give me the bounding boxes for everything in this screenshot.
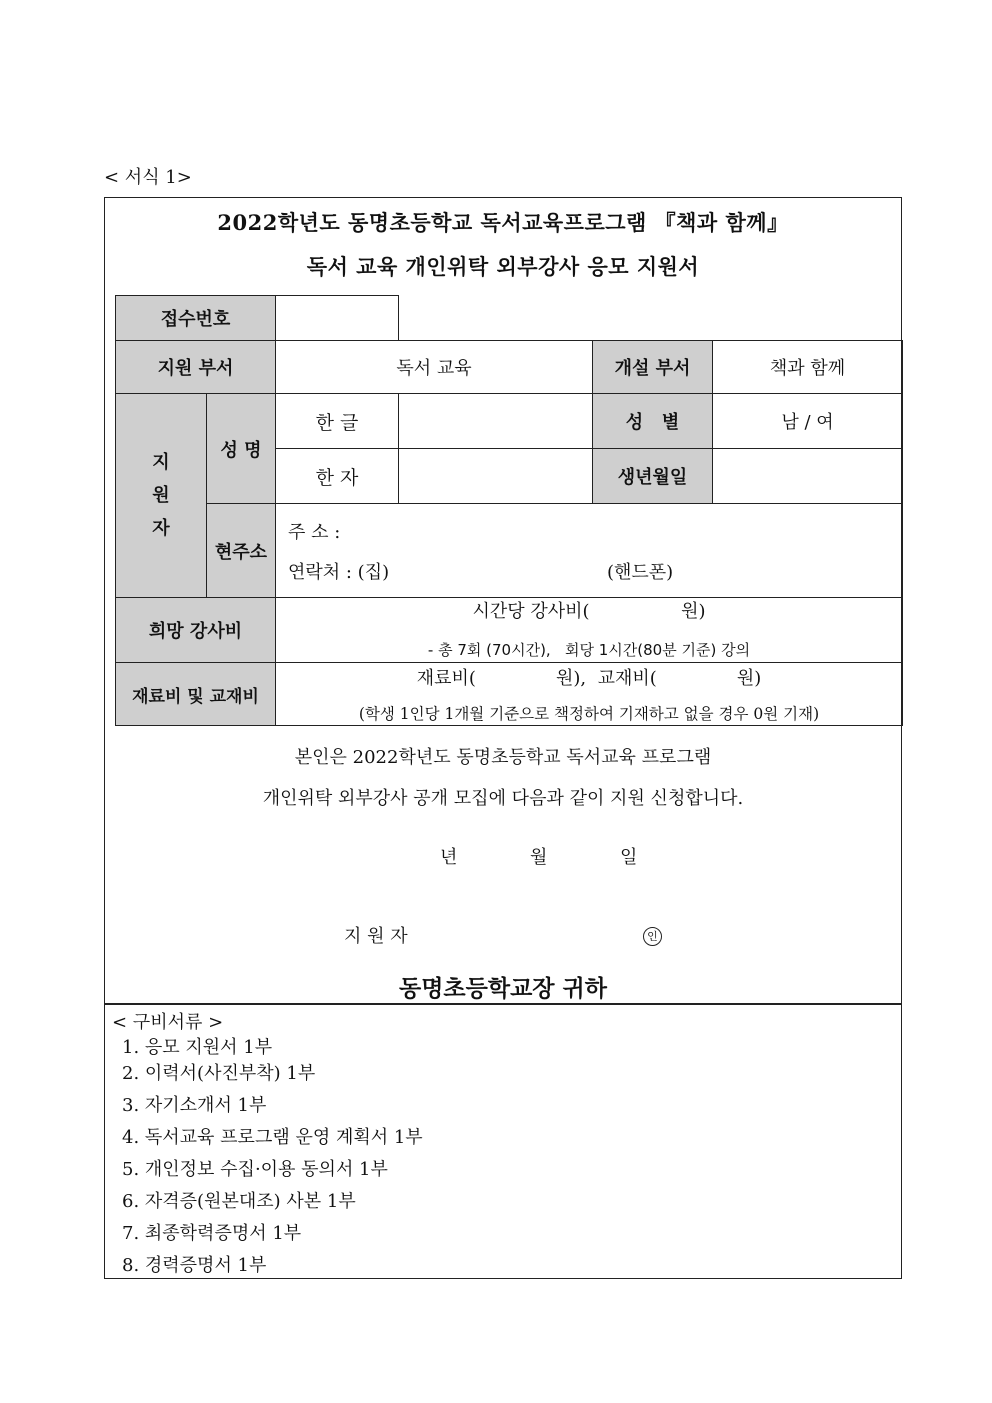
receipt-number-label: 접수번호 — [115, 295, 276, 341]
fee-line1: 시간당 강사비( 원) — [472, 601, 706, 622]
document-item: 7. 최종학력증명서 1부 — [122, 1223, 302, 1244]
declaration-line2: 개인위탁 외부강사 공개 모집에 다음과 같이 지원 신청합니다. — [262, 788, 744, 809]
birth-field[interactable] — [712, 448, 903, 504]
addressee: 동명초등학교장 귀하 — [399, 975, 607, 1002]
documents-header: < 구비서류 > — [112, 1012, 224, 1033]
form-subtitle: 독서 교육 개인위탁 외부강사 응모 지원서 — [306, 254, 700, 279]
seal-mark[interactable] — [643, 925, 662, 946]
date-day: 일 — [620, 847, 638, 868]
contact-mobile: (핸드폰) — [607, 562, 674, 583]
document-item: 6. 자격증(원본대조) 사본 1부 — [122, 1191, 356, 1212]
open-dept-value: 책과 함께 — [712, 340, 903, 394]
name-label: 성 명 — [206, 393, 276, 504]
gender-value[interactable]: 남 / 여 — [712, 393, 903, 449]
applicant-char-2: 원 — [152, 485, 170, 506]
birth-label: 생년월일 — [592, 448, 713, 504]
fee-line2: - 총 7회 (70시간), 회당 1시간(80분 기준) 강의 — [427, 641, 751, 659]
hanja-name-field[interactable] — [398, 448, 593, 504]
hanja-label: 한 자 — [275, 448, 399, 504]
applicant-label — [115, 393, 207, 598]
form-title: 2022학년도 동명초등학교 독서교육프로그램 『책과 함께』 — [217, 210, 789, 235]
applicant-char-3: 자 — [152, 518, 170, 539]
document-item: 2. 이력서(사진부착) 1부 — [122, 1063, 316, 1084]
address-line: 주 소 : — [288, 522, 341, 543]
applicant-char-1: 지 — [152, 452, 170, 473]
hangul-label: 한 글 — [275, 393, 399, 449]
declaration-line1: 본인은 2022학년도 동명초등학교 독서교육 프로그램 — [294, 747, 712, 768]
apply-dept-label: 지원 부서 — [115, 340, 276, 394]
material-label: 재료비 및 교재비 — [115, 662, 276, 726]
seal-icon: 인 — [643, 927, 662, 946]
section-divider — [104, 1003, 902, 1005]
address-label: 현주소 — [206, 503, 276, 598]
open-dept-label: 개설 부서 — [592, 340, 713, 394]
gender-label: 성 별 — [592, 393, 713, 449]
fee-label: 희망 강사비 — [115, 597, 276, 663]
material-line2: (학생 1인당 1개월 기준으로 책정하여 기재하고 없을 경우 0원 기재) — [358, 705, 820, 723]
date-year: 년 — [440, 847, 458, 868]
form-label: < 서식 1> — [104, 167, 192, 188]
document-item: 8. 경력증명서 1부 — [122, 1255, 267, 1276]
hangul-name-field[interactable] — [398, 393, 593, 449]
document-item: 4. 독서교육 프로그램 운영 계획서 1부 — [122, 1127, 423, 1148]
document-item: 3. 자기소개서 1부 — [122, 1095, 267, 1116]
material-line1: 재료비( 원), 교재비( 원) — [416, 668, 762, 689]
contact-home: 연락처 : (집) — [288, 562, 390, 583]
receipt-number-field[interactable] — [275, 295, 399, 341]
apply-dept-value: 독서 교육 — [275, 340, 593, 394]
applicant-sign-label: 지 원 자 — [344, 926, 408, 947]
date-month: 월 — [530, 847, 548, 868]
document-item: 1. 응모 지원서 1부 — [122, 1037, 273, 1058]
document-item: 5. 개인정보 수집·이용 동의서 1부 — [122, 1159, 388, 1180]
